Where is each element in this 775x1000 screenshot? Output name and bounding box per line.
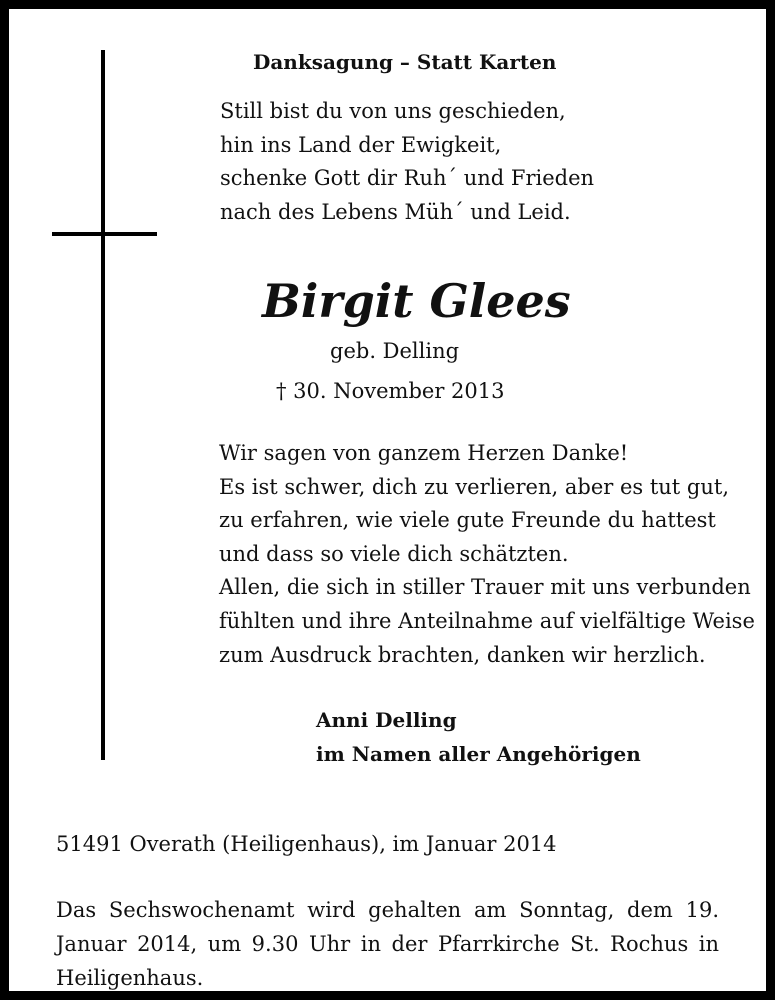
signature-line: im Namen aller Angehörigen bbox=[316, 742, 641, 766]
deceased-name: Birgit Glees bbox=[262, 274, 571, 328]
birth-name: geb. Delling bbox=[330, 339, 460, 363]
signature bbox=[316, 703, 641, 771]
thanks-line: zu erfahren, wie viele gute Freunde du hattest bbox=[219, 508, 716, 533]
poem-line: hin ins Land der Ewigkeit, bbox=[220, 132, 502, 157]
place-date: 51491 Overath (Heiligenhaus), im Januar 2014 bbox=[56, 832, 557, 856]
thanks-line: und dass so viele dich schätzten. bbox=[219, 541, 569, 566]
cross-vertical-bar bbox=[101, 50, 105, 760]
death-date: † 30. November 2013 bbox=[276, 379, 505, 403]
thanks-line: Wir sagen von ganzem Herzen Danke! bbox=[219, 441, 629, 465]
cross-horizontal-bar bbox=[52, 232, 157, 236]
notice-heading: Danksagung – Statt Karten bbox=[253, 50, 557, 74]
poem-line: nach des Lebens Müh´ und Leid. bbox=[220, 199, 571, 224]
poem-line: schenke Gott dir Ruh´ und Frieden bbox=[220, 166, 595, 190]
thanks-line: fühlten und ihre Anteilnahme auf vielfältige Weise bbox=[219, 608, 755, 633]
thanks-line: zum Ausdruck brachten, danken wir herzlich. bbox=[219, 642, 706, 667]
thanks-text bbox=[219, 437, 755, 672]
signature-name: Anni Delling bbox=[316, 708, 457, 732]
service-info: Das Sechswochenamt wird gehalten am Sonntag, dem 19. Januar 2014, um 9.30 Uhr in der Pfarrkirche St. Rochus in Heiligenhaus. bbox=[56, 898, 719, 990]
poem-line: Still bist du von uns geschieden, bbox=[220, 99, 566, 123]
thanks-line: Es ist schwer, dich zu verlieren, aber es tut gut, bbox=[219, 474, 729, 499]
thanks-line: Allen, die sich in stiller Trauer mit uns verbunden bbox=[219, 575, 751, 600]
poem bbox=[220, 95, 594, 229]
